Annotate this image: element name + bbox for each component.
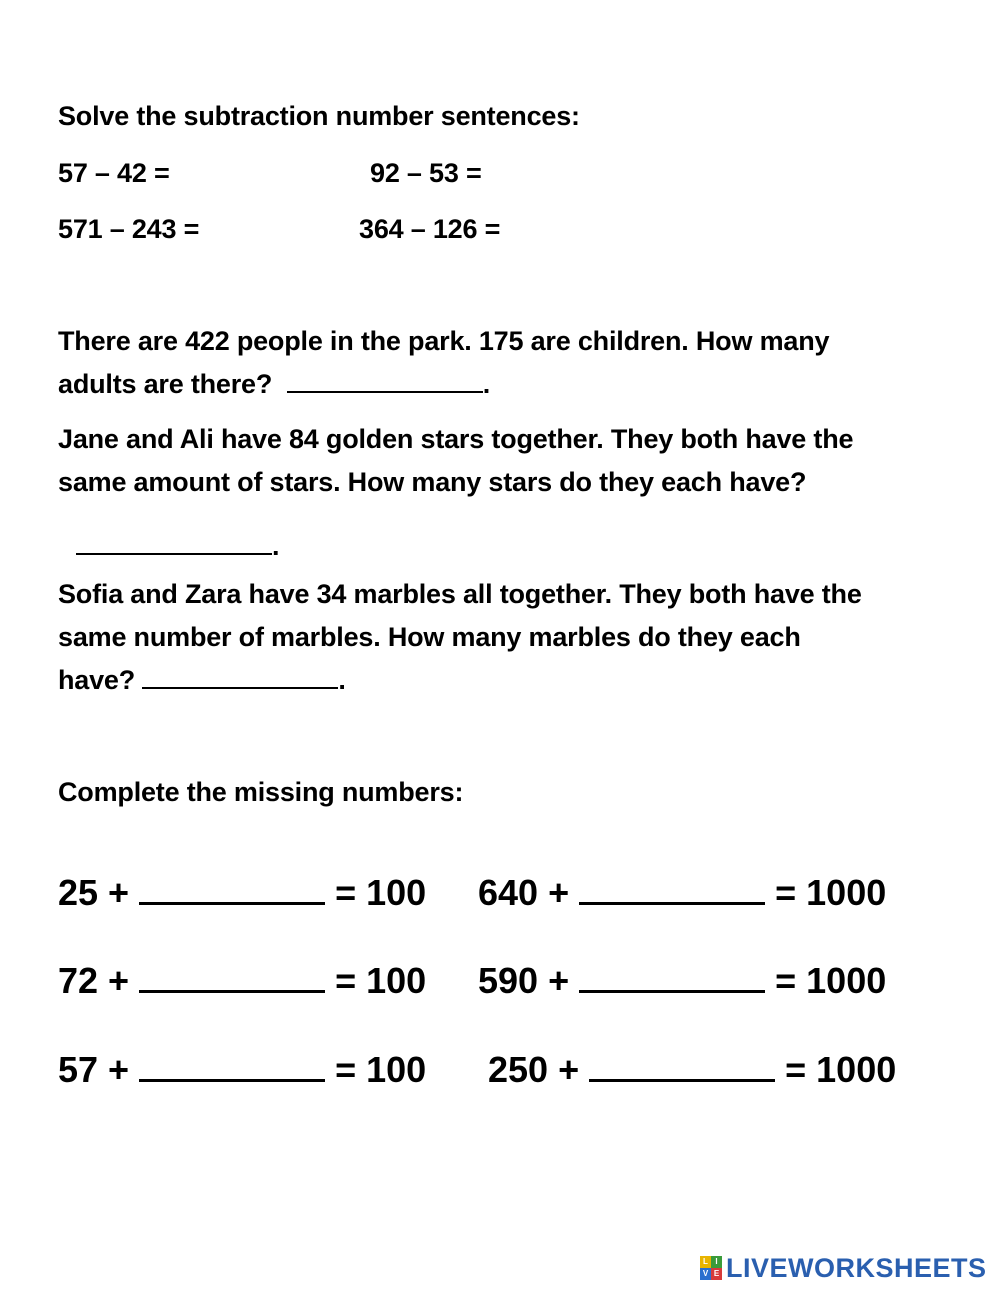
word-problem-3-line-3 bbox=[58, 664, 346, 696]
answer-blank-3[interactable] bbox=[142, 665, 338, 689]
logo-letter-l: L bbox=[700, 1256, 711, 1268]
subtraction-problem-2: 92 – 53 = bbox=[370, 158, 482, 188]
missing-blank-4[interactable] bbox=[579, 960, 765, 993]
answer-input-subtraction-1[interactable] bbox=[190, 155, 344, 191]
missing-row-1-right-addend: 640 + bbox=[478, 872, 570, 913]
word-problem-1-line-2 bbox=[58, 368, 490, 400]
logo-letter-e: E bbox=[711, 1268, 722, 1280]
word-problem-1-line-1: There are 422 people in the park. 175 are children. How many bbox=[58, 326, 830, 356]
subtraction-problem-1: 57 – 42 = bbox=[58, 158, 170, 188]
missing-numbers-heading: Complete the missing numbers: bbox=[58, 777, 464, 807]
missing-row-3-right-addend: 250 + bbox=[488, 1049, 580, 1090]
subtraction-heading: Solve the subtraction number sentences: bbox=[58, 101, 580, 131]
missing-blank-5[interactable] bbox=[139, 1049, 325, 1082]
missing-row-1-left bbox=[58, 872, 426, 913]
word-problem-2-line-1: Jane and Ali have 84 golden stars together. They both have the bbox=[58, 424, 854, 454]
missing-row-1-left-addend: 25 + bbox=[58, 872, 130, 913]
word-problem-1-text: adults are there? bbox=[58, 369, 273, 399]
missing-row-3-left bbox=[58, 1049, 426, 1090]
liveworksheets-logo-text: LIVEWORKSHEETS bbox=[726, 1252, 987, 1283]
missing-row-2-right bbox=[478, 960, 886, 1001]
missing-row-1-right-total: = 1000 bbox=[775, 872, 887, 913]
word-problem-2-answer-line bbox=[76, 530, 279, 562]
answer-blank-2-period: . bbox=[272, 531, 280, 561]
missing-blank-6[interactable] bbox=[589, 1049, 775, 1082]
word-problem-2-line-2: same amount of stars. How many stars do they each have? bbox=[58, 467, 807, 497]
logo-letter-i: I bbox=[711, 1256, 722, 1268]
missing-blank-1[interactable] bbox=[139, 872, 325, 905]
answer-blank-1[interactable] bbox=[287, 369, 483, 393]
missing-blank-3[interactable] bbox=[139, 960, 325, 993]
logo-letter-v: V bbox=[700, 1268, 711, 1280]
answer-blank-2[interactable] bbox=[76, 531, 272, 555]
missing-row-3-left-total: = 100 bbox=[335, 1049, 427, 1090]
liveworksheets-logo bbox=[700, 1253, 987, 1283]
missing-row-3-left-addend: 57 + bbox=[58, 1049, 130, 1090]
missing-row-1-right bbox=[478, 872, 886, 913]
answer-input-subtraction-3[interactable] bbox=[222, 211, 346, 247]
subtraction-problem-3: 571 – 243 = bbox=[58, 214, 200, 244]
missing-row-2-left bbox=[58, 960, 426, 1001]
answer-input-subtraction-2[interactable] bbox=[500, 155, 654, 191]
missing-row-3-right-total: = 1000 bbox=[785, 1049, 897, 1090]
missing-row-3-right bbox=[488, 1049, 896, 1090]
liveworksheets-logo-icon bbox=[700, 1256, 722, 1280]
missing-row-2-left-addend: 72 + bbox=[58, 960, 130, 1001]
missing-row-2-left-total: = 100 bbox=[335, 960, 427, 1001]
missing-row-2-right-addend: 590 + bbox=[478, 960, 570, 1001]
word-problem-3-text: have? bbox=[58, 665, 136, 695]
answer-blank-1-period: . bbox=[482, 369, 491, 399]
subtraction-problem-4: 364 – 126 = bbox=[359, 214, 501, 244]
word-problem-3-line-2: same number of marbles. How many marbles do they each bbox=[58, 622, 801, 652]
word-problem-3-line-1: Sofia and Zara have 34 marbles all together. They both have the bbox=[58, 579, 862, 609]
missing-row-2-right-total: = 1000 bbox=[775, 960, 887, 1001]
missing-row-1-left-total: = 100 bbox=[335, 872, 427, 913]
missing-blank-2[interactable] bbox=[579, 872, 765, 905]
answer-blank-3-period: . bbox=[338, 665, 346, 695]
answer-input-subtraction-4[interactable] bbox=[522, 211, 676, 247]
